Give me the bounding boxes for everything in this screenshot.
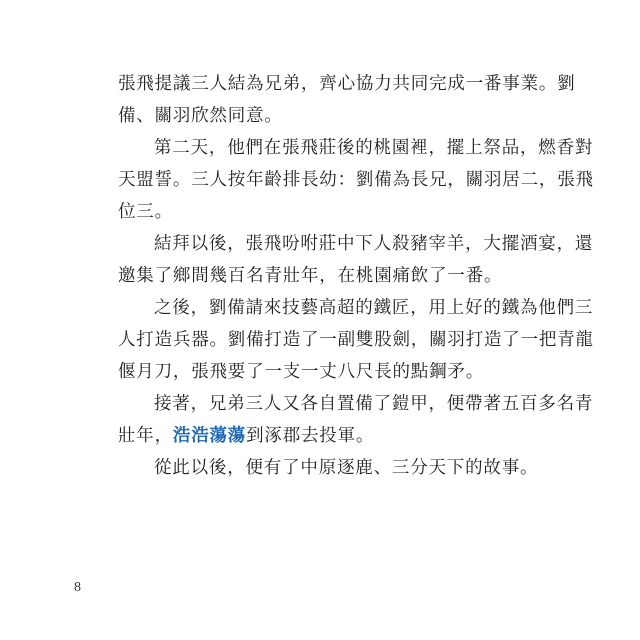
page-body <box>118 68 594 484</box>
text-line: 天盟誓。三人按年齡排長幼：劉備為長兄，關羽居二，張飛 <box>118 170 594 190</box>
text-line: 偃月刀，張飛要了一支一丈八尺長的點鋼矛。 <box>118 362 484 382</box>
text-line: 之後，劉備請來技藝高超的鐵匠，用上好的鐵為他們三 <box>154 298 594 318</box>
text-line: 第二天，他們在張飛莊後的桃園裡，擺上祭品，燃香對 <box>154 138 594 158</box>
text-segment: 到涿郡去投軍。 <box>246 426 375 446</box>
paragraph-6 <box>118 452 563 484</box>
paragraph-4 <box>118 292 594 388</box>
page-number: 8 <box>74 580 81 595</box>
text-line: 邀集了鄉間幾百名青壯年，在桃園痛飲了一番。 <box>118 266 503 286</box>
text-line: 結拜以後，張飛吩咐莊中下人殺豬宰羊，大擺酒宴，還 <box>154 234 594 254</box>
paragraph-2 <box>118 132 594 228</box>
text-line: 接著，兄弟三人又各自置備了鎧甲，便帶著五百多名青 <box>154 394 594 414</box>
text-line: 人打造兵器。劉備打造了一副雙股劍，關羽打造了一把青龍 <box>118 330 594 350</box>
text-line: 從此以後，便有了中原逐鹿、三分天下的故事。 <box>154 458 539 478</box>
text-line: 張飛提議三人結為兄弟，齊心協力共同完成一番事業。劉 <box>118 74 576 94</box>
text-line-with-highlight <box>118 420 563 452</box>
text-line: 位三。 <box>118 202 173 222</box>
paragraph-1 <box>118 68 576 132</box>
text-line: 備、關羽欣然同意。 <box>118 106 283 126</box>
paragraph-5 <box>118 388 594 452</box>
text-segment: 壯年， <box>118 426 173 446</box>
paragraph-3 <box>118 228 594 292</box>
highlighted-vocabulary: 浩浩蕩蕩 <box>172 426 247 446</box>
